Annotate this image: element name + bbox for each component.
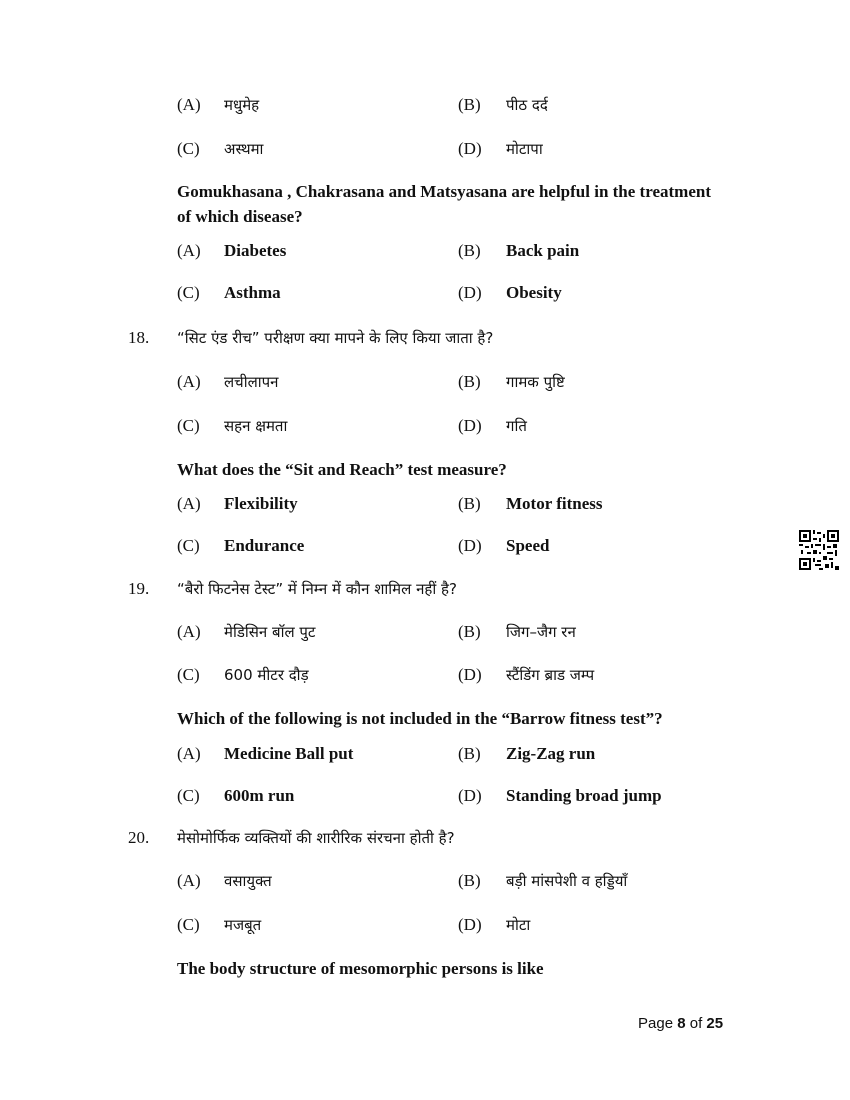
option-label: (D) bbox=[458, 915, 482, 934]
q18-en-option-c: Endurance bbox=[224, 536, 305, 555]
q18-number: 18. bbox=[128, 328, 150, 347]
q19-hi-question: “बैरो फिटनेस टेस्ट” में निम्न में कौन शामिल नहीं है? bbox=[177, 580, 457, 598]
q17-en-option-d: Obesity bbox=[506, 283, 562, 302]
q17-hi-option-b: पीठ दर्द bbox=[506, 96, 548, 114]
option-label: (B) bbox=[458, 871, 481, 890]
q19-en-option-a: Medicine Ball put bbox=[224, 744, 354, 763]
qr-code-icon bbox=[799, 530, 839, 570]
q17-hi-option-d: मोटापा bbox=[506, 140, 543, 158]
q18-hi-option-d: गति bbox=[506, 417, 527, 435]
q19-hi-option-c: 600 मीटर दौड़ bbox=[224, 666, 309, 684]
page-of-word: of bbox=[689, 1015, 703, 1032]
q19-en-question: Which of the following is not included in the “Barrow fitness test”? bbox=[177, 709, 663, 728]
q17-hi-option-c: अस्थमा bbox=[224, 140, 264, 158]
option-label: (A) bbox=[177, 372, 201, 391]
q20-hi-option-d: मोटा bbox=[506, 916, 531, 934]
option-label: (C) bbox=[177, 139, 200, 158]
option-label: (D) bbox=[458, 536, 482, 555]
page-total: 25 bbox=[706, 1015, 724, 1032]
q19-hi-option-d: स्टैंडिंग ब्राड जम्प bbox=[506, 666, 595, 684]
q19-en-option-d: Standing broad jump bbox=[506, 786, 662, 805]
option-label: (B) bbox=[458, 744, 481, 763]
q18-en-option-a: Flexibility bbox=[224, 494, 298, 513]
q17-en-option-a: Diabetes bbox=[224, 241, 287, 260]
q20-hi-option-c: मजबूत bbox=[224, 916, 262, 934]
q19-en-option-c: 600m run bbox=[224, 786, 295, 805]
q20-hi-option-b: बड़ी मांसपेशी व हड्डियाँ bbox=[506, 872, 628, 890]
q20-number: 20. bbox=[128, 828, 150, 847]
option-label: (A) bbox=[177, 622, 201, 641]
q18-hi-option-b: गामक पुष्टि bbox=[506, 373, 565, 391]
option-label: (C) bbox=[177, 283, 200, 302]
option-label: (A) bbox=[177, 241, 201, 260]
q17-en-question-line2: of which disease? bbox=[177, 207, 303, 226]
option-label: (B) bbox=[458, 372, 481, 391]
q17-hi-option-a: मधुमेह bbox=[224, 96, 260, 114]
q19-en-option-b: Zig-Zag run bbox=[506, 744, 596, 763]
page-word: Page bbox=[638, 1015, 674, 1032]
option-label: (B) bbox=[458, 494, 481, 513]
q20-hi-question: मेसोमोर्फिक व्यक्तियों की शारीरिक संरचना होती है? bbox=[177, 829, 455, 847]
q19-hi-option-b: जिग–जैग रन bbox=[506, 623, 576, 641]
q17-en-question-line1: Gomukhasana , Chakrasana and Matsyasana are helpful in the treatment bbox=[177, 182, 711, 201]
option-label: (A) bbox=[177, 95, 201, 114]
q17-en-option-b: Back pain bbox=[506, 241, 580, 260]
page-number bbox=[638, 1015, 723, 1032]
q18-hi-option-a: लचीलापन bbox=[224, 373, 279, 391]
q19-hi-option-a: मेडिसिन बॉल पुट bbox=[224, 623, 316, 641]
option-label: (B) bbox=[458, 95, 481, 114]
q18-hi-option-c: सहन क्षमता bbox=[224, 417, 288, 435]
option-label: (D) bbox=[458, 416, 482, 435]
option-label: (A) bbox=[177, 494, 201, 513]
option-label: (A) bbox=[177, 744, 201, 763]
option-label: (B) bbox=[458, 241, 481, 260]
q18-hi-question: “सिट एंड रीच” परीक्षण क्या मापने के लिए किया जाता है? bbox=[177, 329, 494, 347]
option-label: (A) bbox=[177, 871, 201, 890]
option-label: (C) bbox=[177, 536, 200, 555]
option-label: (D) bbox=[458, 283, 482, 302]
option-label: (B) bbox=[458, 622, 481, 641]
option-label: (D) bbox=[458, 786, 482, 805]
option-label: (C) bbox=[177, 786, 200, 805]
q17-en-option-c: Asthma bbox=[224, 283, 281, 302]
q20-en-question: The body structure of mesomorphic persons is like bbox=[177, 959, 544, 978]
q18-en-question: What does the “Sit and Reach” test measure? bbox=[177, 460, 507, 479]
option-label: (C) bbox=[177, 416, 200, 435]
option-label: (D) bbox=[458, 139, 482, 158]
q18-en-option-d: Speed bbox=[506, 536, 550, 555]
q20-hi-option-a: वसायुक्त bbox=[224, 872, 272, 890]
page-current: 8 bbox=[677, 1015, 686, 1032]
q18-en-option-b: Motor fitness bbox=[506, 494, 603, 513]
q19-number: 19. bbox=[128, 579, 150, 598]
option-label: (C) bbox=[177, 915, 200, 934]
option-label: (C) bbox=[177, 665, 200, 684]
option-label: (D) bbox=[458, 665, 482, 684]
